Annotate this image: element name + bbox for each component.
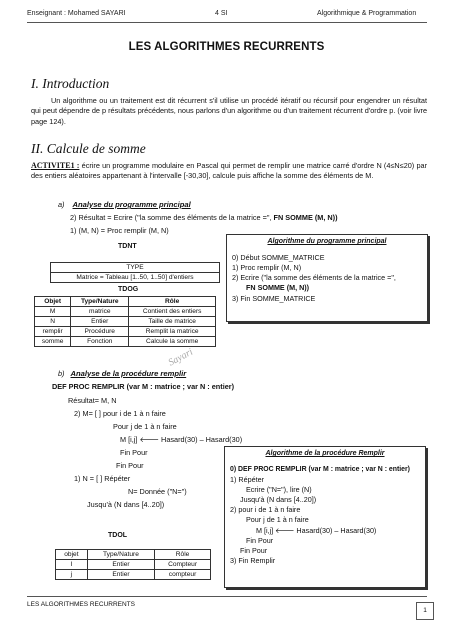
table-cell: matrice xyxy=(71,307,129,317)
tdog-table xyxy=(34,296,216,347)
table-row xyxy=(35,307,216,317)
table-cell: compteur xyxy=(155,570,211,580)
main-algorithm-box xyxy=(226,234,428,322)
table-row xyxy=(56,560,211,570)
tdog-title: TDOG xyxy=(118,286,139,293)
section-heading-somme: II. Calcule de somme xyxy=(31,141,146,156)
tdog-header-type: Type/Nature xyxy=(71,297,129,307)
table-cell: N xyxy=(35,317,71,327)
analysis-a-line2-bold: FN SOMME (M, N)) xyxy=(273,213,338,222)
table-cell: I xyxy=(56,560,88,570)
tdol-header-role: Rôle xyxy=(155,550,211,560)
analysis-a-line2 xyxy=(70,213,338,222)
analysis-a-line2-text: 2) Résultat = Ecrire ("la somme des éléments de la matrice =", xyxy=(70,213,274,222)
table-cell: M xyxy=(35,307,71,317)
table-cell: Compteur xyxy=(155,560,211,570)
page-number: 1 xyxy=(416,602,434,620)
table-cell: Fonction xyxy=(71,337,129,347)
main-algorithm-line: 2) Ecrire ("la somme des éléments de la matrice =", xyxy=(232,273,396,283)
activity-paragraph xyxy=(31,160,427,182)
remplir-algorithm-line: Ecrire ("N="), lire (N) xyxy=(246,484,312,494)
analysis-b-line: 1) N = [ ] Répéter xyxy=(74,474,131,483)
tdol-header-type: Type/Nature xyxy=(87,550,154,560)
analysis-a-label: a) xyxy=(58,200,65,209)
remplir-algorithm-line: Fin Pour xyxy=(240,546,268,556)
analysis-b-line: N= Donnée ("N=") xyxy=(128,487,187,496)
table-cell: Entier xyxy=(87,560,154,570)
tdnt-title: TDNT xyxy=(118,243,137,250)
tdol-table xyxy=(55,549,211,580)
tdnt-table xyxy=(50,262,220,283)
remplir-algorithm-line: Fin Pour xyxy=(246,535,274,545)
remplir-algorithm-line: Jusqu'à (N dans [4..20]) xyxy=(240,494,317,504)
activity-label: ACTIVITE1 : xyxy=(31,161,80,170)
remplir-algorithm-line: 2) pour i de 1 à n faire xyxy=(230,505,301,515)
analysis-a-title: Analyse du programme principal xyxy=(72,200,191,209)
remplir-algorithm-line: M [i,j] 🡐 Hasard(30) – Hasard(30) xyxy=(256,525,377,535)
main-algorithm-line: FN SOMME (M, N)) xyxy=(246,283,310,293)
activity-text: écrire un programme modulaire en Pascal qui permet de remplir une matrice carré d'ordre N (4≤N≤20) par des entiers aléatoires appartenant à l'intervalle [-30,30], calcule puis affiche la somme des éléments de M. xyxy=(31,161,427,181)
analysis-b-line: 2) M= [ ] pour i de 1 à n faire xyxy=(74,409,166,418)
analysis-b-title: Analyse de la procédure remplir xyxy=(70,369,187,378)
remplir-algorithm-line: 0) DEF PROC REMPLIR (var M : matrice ; var N : entier) xyxy=(230,465,410,473)
tdog-header-objet: Objet xyxy=(35,297,71,307)
header-teacher: Enseignant : Mohamed SAYARI xyxy=(27,10,126,17)
header-class: 4 SI xyxy=(215,10,228,17)
author-stamp: Sayari xyxy=(166,346,195,369)
analysis-b-line: M [i,j] 🡐 Hasard(30) – Hasard(30) xyxy=(120,435,243,444)
table-cell: Contient des entiers xyxy=(129,307,216,317)
table-cell: Taille de matrice xyxy=(129,317,216,327)
introduction-paragraph: Un algorithme ou un traitement est dit récurrent s'il utilise un procédé itératif ou récursif pour engendrer un résultat qui peut dépendre de p résultats précédents, nous parlons d'un algorithme ou d'un traitement récurrent d'ordre p. (voir livre page 124). xyxy=(31,96,428,126)
table-row xyxy=(35,337,216,347)
analysis-b-line: Résultat= M, N xyxy=(68,396,117,405)
tdol-header-objet: objet xyxy=(56,550,88,560)
header-subject: Algorithmique & Programmation xyxy=(317,10,417,17)
table-cell: remplir xyxy=(35,327,71,337)
main-algorithm-line: 0) Début SOMME_MATRICE xyxy=(232,252,325,262)
tdol-title: TDOL xyxy=(108,532,128,539)
remplir-algorithm-title: Algorithme de la procédure Remplir xyxy=(265,450,385,457)
main-algorithm-title: Algorithme du programme principal xyxy=(267,238,387,245)
remplir-algorithm-line: 3) Fin Remplir xyxy=(230,556,276,566)
analysis-b-def: DEF PROC REMPLIR (var M : matrice ; var N : entier) xyxy=(52,382,235,391)
footer-divider xyxy=(27,596,427,597)
header-divider xyxy=(27,22,427,23)
main-algorithm-line: 3) Fin SOMME_MATRICE xyxy=(232,293,316,303)
analysis-a xyxy=(58,200,191,209)
tdnt-type-value: Matrice = Tableau [1..50, 1..50] d'entiers xyxy=(51,273,220,283)
analysis-a-line1: 1) (M, N) = Proc remplir (M, N) xyxy=(70,226,169,235)
table-cell: Entier xyxy=(71,317,129,327)
table-cell: Calcule la somme xyxy=(129,337,216,347)
page-title: LES ALGORITHMES RECURRENTS xyxy=(128,41,325,53)
remplir-algorithm-line: Pour j de 1 à n faire xyxy=(246,515,309,525)
footer-title: LES ALGORITHMES RECURRENTS xyxy=(27,601,135,608)
tdog-header-role: Rôle xyxy=(129,297,216,307)
analysis-b-line: Jusqu'à (N dans [4..20]) xyxy=(87,500,165,509)
table-cell: Procédure xyxy=(71,327,129,337)
analysis-b-label: b) xyxy=(58,369,65,378)
main-algorithm-line: 1) Proc remplir (M, N) xyxy=(232,262,302,272)
table-row xyxy=(35,317,216,327)
analysis-b-line: Fin Pour xyxy=(120,448,148,457)
table-cell: somme xyxy=(35,337,71,347)
remplir-algorithm-line: 1) Répéter xyxy=(230,474,264,484)
remplir-algorithm-box xyxy=(224,446,426,588)
analysis-b xyxy=(58,369,186,378)
table-cell: j xyxy=(56,570,88,580)
analysis-b-line: Pour j de 1 à n faire xyxy=(113,422,177,431)
analysis-b-line: Fin Pour xyxy=(116,461,144,470)
table-cell: Entier xyxy=(87,570,154,580)
section-heading-introduction: I. Introduction xyxy=(31,76,110,91)
table-row xyxy=(56,570,211,580)
tdnt-type-header: TYPE xyxy=(51,263,220,273)
table-cell: Remplit la matrice xyxy=(129,327,216,337)
table-row xyxy=(35,327,216,337)
